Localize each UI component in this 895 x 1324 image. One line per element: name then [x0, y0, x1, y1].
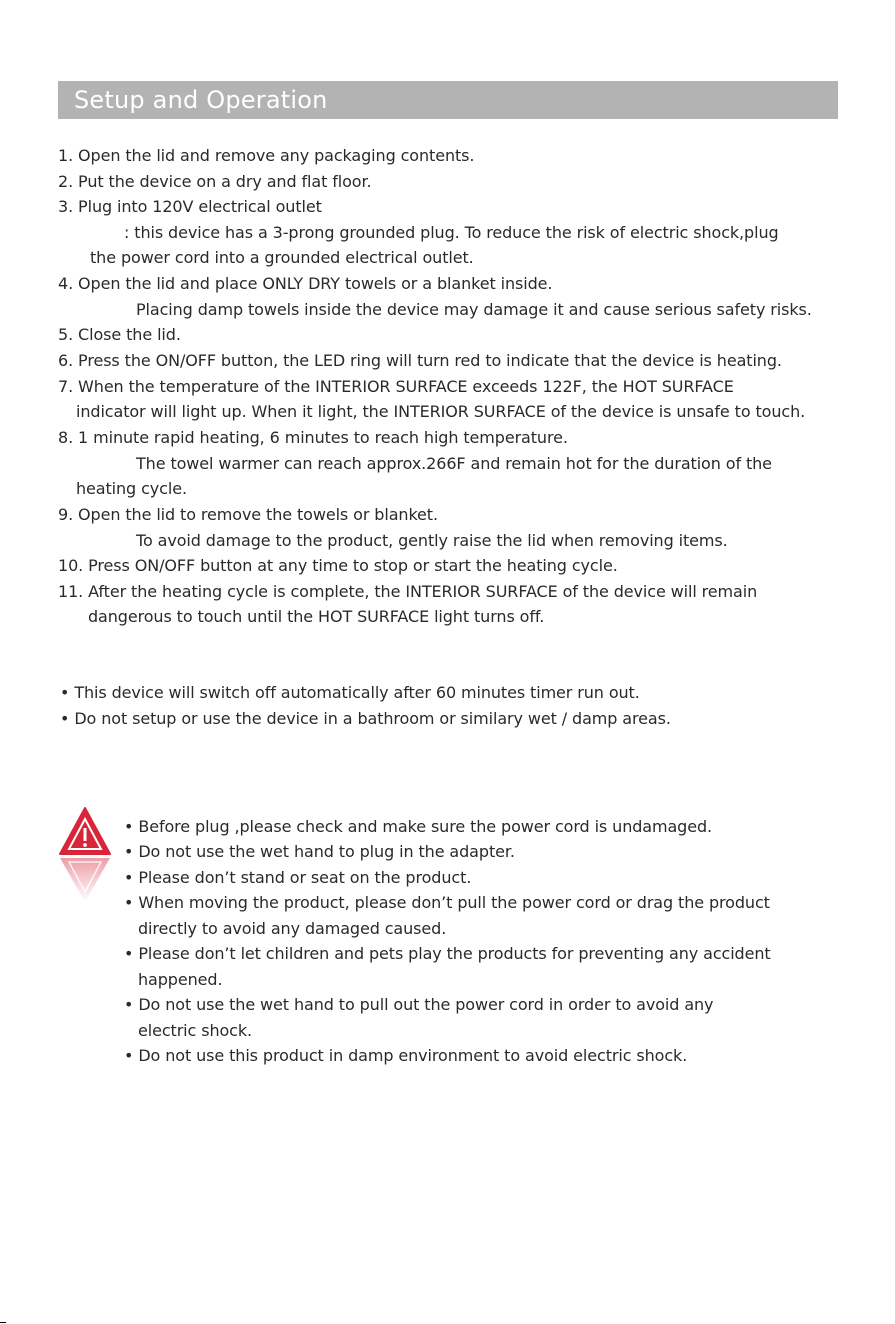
warning-item: • When moving the product, please don’t pull the power cord or drag the product: [124, 893, 770, 912]
warning-item: • Do not use this product in damp environment to avoid electric shock.: [124, 1046, 688, 1065]
step-line: indicator will light up. When it light, the INTERIOR SURFACE of the device is unsafe to touch.: [76, 402, 806, 421]
section-header-bar: [58, 81, 838, 119]
step-line: The towel warmer can reach approx.266F and remain hot for the duration of the: [136, 454, 772, 473]
step-line: the power cord into a grounded electrical outlet.: [90, 248, 474, 267]
section-title: Setup and Operation: [74, 86, 328, 114]
step-line: To avoid damage to the product, gently raise the lid when removing items.: [136, 531, 728, 550]
step-line: 3. Plug into 120V electrical outlet: [58, 197, 322, 216]
corner-mark: [0, 1322, 6, 1323]
warning-item: • Please don’t stand or seat on the product.: [124, 868, 472, 887]
step-line: 7. When the temperature of the INTERIOR SURFACE exceeds 122F, the HOT SURFACE: [58, 377, 734, 396]
warning-triangle-icon: [58, 806, 112, 906]
step-line: 9. Open the lid to remove the towels or blanket.: [58, 505, 438, 524]
warning-item: directly to avoid any damaged caused.: [138, 919, 447, 938]
step-line: dangerous to touch until the HOT SURFACE light turns off.: [88, 607, 545, 626]
step-line: 4. Open the lid and place ONLY DRY towels or a blanket inside.: [58, 274, 553, 293]
step-line: 1. Open the lid and remove any packaging contents.: [58, 146, 475, 165]
step-line: heating cycle.: [76, 479, 187, 498]
warning-item: electric shock.: [138, 1021, 253, 1040]
step-line: 10. Press ON/OFF button at any time to stop or start the heating cycle.: [58, 556, 618, 575]
note-item: • Do not setup or use the device in a bathroom or similary wet / damp areas.: [60, 709, 671, 728]
warning-item: happened.: [138, 970, 223, 989]
step-line: 6. Press the ON/OFF button, the LED ring will turn red to indicate that the device is heating.: [58, 351, 782, 370]
step-line: : this device has a 3-prong grounded plug. To reduce the risk of electric shock,plug: [124, 223, 779, 242]
step-line: 2. Put the device on a dry and flat floor.: [58, 172, 372, 191]
step-line: 5. Close the lid.: [58, 325, 181, 344]
step-line: Placing damp towels inside the device may damage it and cause serious safety risks.: [136, 300, 812, 319]
step-line: 11. After the heating cycle is complete, the INTERIOR SURFACE of the device will remain: [58, 582, 758, 601]
step-line: 8. 1 minute rapid heating, 6 minutes to reach high temperature.: [58, 428, 568, 447]
warning-item: • Do not use the wet hand to plug in the adapter.: [124, 842, 515, 861]
warning-item: • Before plug ,please check and make sure the power cord is undamaged.: [124, 817, 713, 836]
warning-item: • Do not use the wet hand to pull out the power cord in order to avoid any: [124, 995, 714, 1014]
note-item: • This device will switch off automatically after 60 minutes timer run out.: [60, 683, 640, 702]
warning-item: • Please don’t let children and pets play the products for preventing any accident: [124, 944, 771, 963]
